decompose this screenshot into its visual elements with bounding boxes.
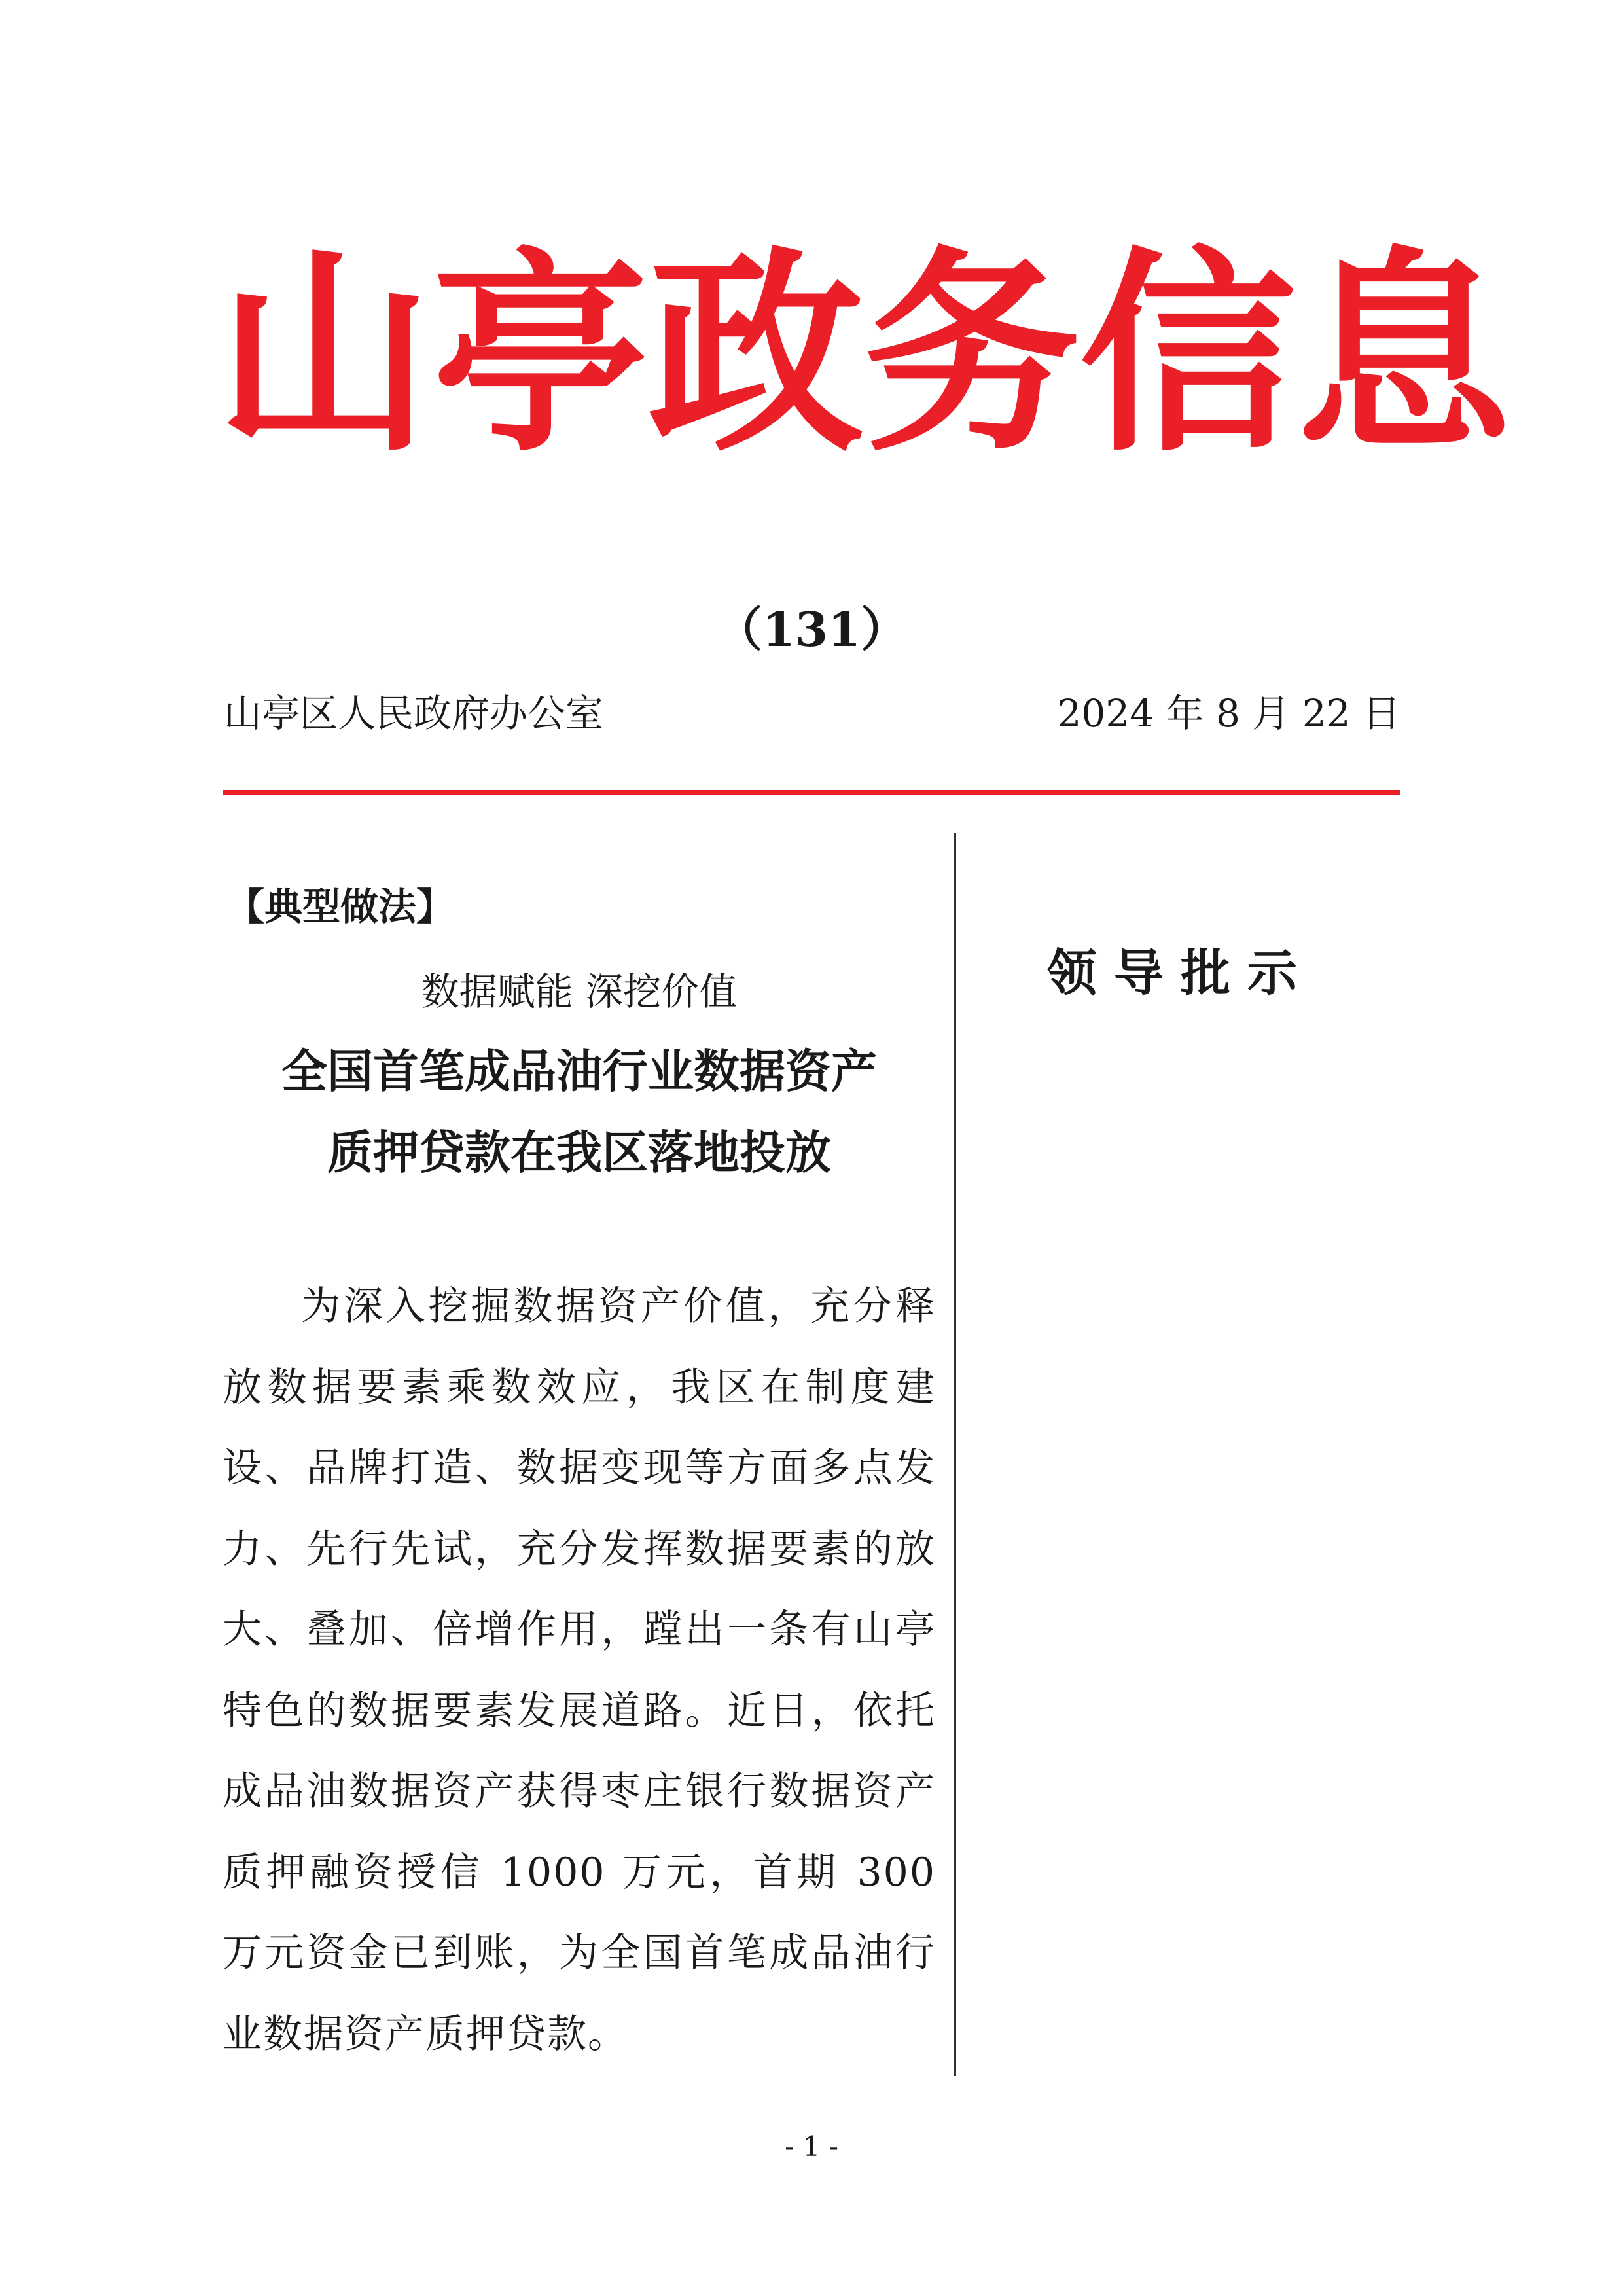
masthead-char: 亭 bbox=[432, 226, 648, 480]
red-divider bbox=[223, 790, 1400, 795]
column-divider bbox=[954, 833, 956, 2076]
masthead-char: 务 bbox=[864, 226, 1080, 480]
masthead-title bbox=[216, 226, 1512, 480]
page-number: - 1 - bbox=[785, 2130, 838, 2162]
masthead-char: 信 bbox=[1080, 226, 1296, 480]
article-body: 为深入挖掘数据资产价值，充分释放数据要素乘数效应，我区在制度建设、品牌打造、数据变现等方面多点发力、先行先试，充分发挥数据要素的放大、叠加、倍增作用，蹚出一条有山亭特色的数据要素发展道路。近日，依托成品油数据资产获得枣庄银行数据资产质押融资授信 1000 万元，首期 300 万元资金已到账，为全国首笔成品油行业数据资产质押贷款。 bbox=[223, 1283, 936, 2057]
issuer: 山亭区人民政府办公室 bbox=[224, 691, 604, 736]
article-category: 【典型做法】 bbox=[226, 884, 455, 929]
article-subtitle: 数据赋能 深挖价值 bbox=[421, 969, 738, 1014]
article-title-line: 全国首笔成品油行业数据资产 bbox=[281, 1044, 877, 1098]
masthead-char: 息 bbox=[1296, 226, 1512, 480]
leader-instructions-heading: 领导批示 bbox=[1047, 944, 1314, 1002]
issue-date: 2024 年 8 月 22 日 bbox=[1057, 691, 1400, 736]
article-title-line: 质押贷款在我区落地投放 bbox=[327, 1125, 831, 1179]
masthead-char: 政 bbox=[648, 226, 864, 480]
issue-number: （131） bbox=[715, 601, 908, 657]
masthead-char: 山 bbox=[216, 226, 432, 480]
article-title bbox=[223, 1031, 936, 1193]
